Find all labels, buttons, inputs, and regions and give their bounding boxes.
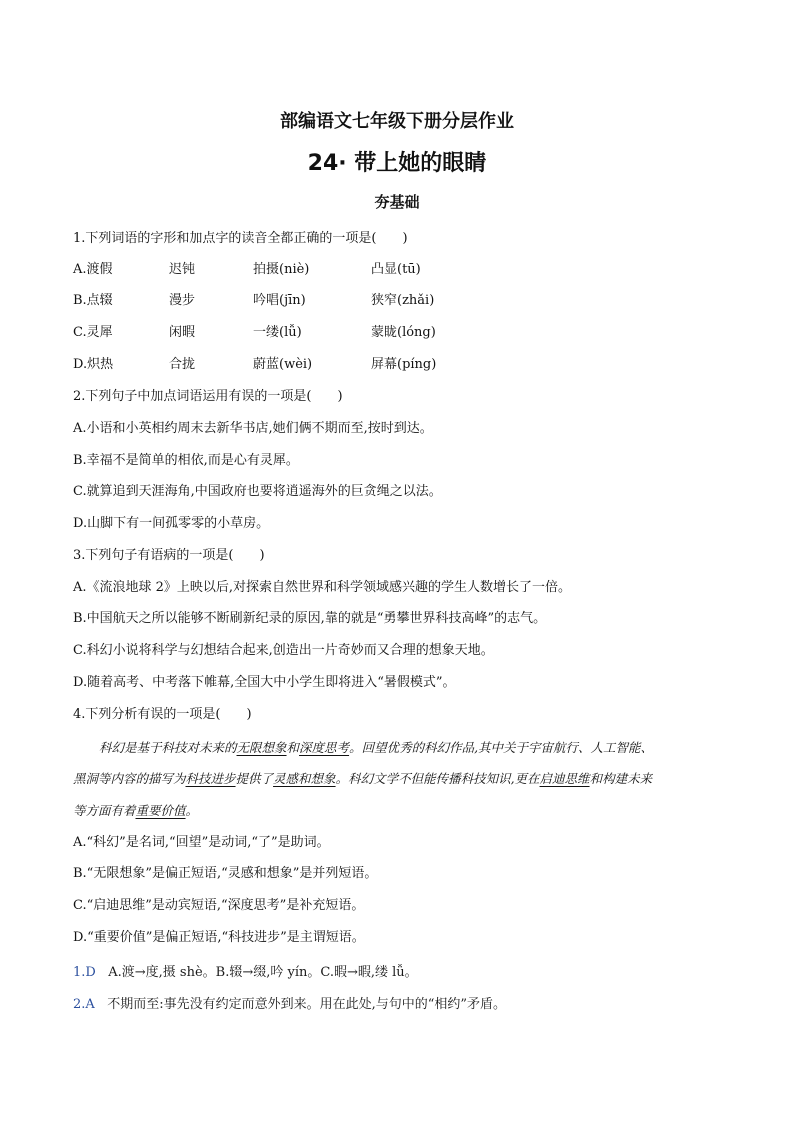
underlined-phrase: 启迪思维 bbox=[539, 771, 590, 786]
q4-option-d: D.“重要价值”是偏正短语,“科技进步”是主谓短语。 bbox=[73, 930, 365, 945]
q1-stem: 1.下列词语的字形和加点字的读音全都正确的一项是( ) bbox=[73, 231, 408, 246]
series-title: 部编语文七年级下册分层作业 bbox=[280, 111, 514, 132]
underlined-phrase: 重要价值 bbox=[135, 803, 186, 818]
passage-line-1 bbox=[99, 738, 653, 756]
q2-option-a: A.小语和小英相约周末去新华书店,她们俩不期而至,按时到达。 bbox=[73, 421, 433, 436]
q4-option-a: A.“科幻”是名词,“回望”是动词,“了”是助词。 bbox=[73, 835, 330, 850]
passage-text: 黑洞等内容的描写为 bbox=[73, 771, 186, 786]
q4-option-b: B.“无限想象”是偏正短语,“灵感和想象”是并列短语。 bbox=[73, 866, 378, 881]
q3-option-d: D.随着高考、中考落下帷幕,全国大中小学生即将进入“暑假模式”。 bbox=[73, 675, 456, 690]
q3-option-c: C.科幻小说将科学与幻想结合起来,创造出一片奇妙而又合理的想象天地。 bbox=[73, 643, 494, 658]
q1-d-word1: D.炽热 bbox=[73, 357, 114, 372]
passage-text: 科幻是基于科技对未来的 bbox=[99, 740, 237, 755]
q4-stem: 4.下列分析有误的一项是( ) bbox=[73, 707, 252, 722]
passage-text: 。回望优秀的科幻作品,其中关于宇宙航行、人工智能、 bbox=[349, 740, 654, 755]
q1-c-word3: 一缕(lǚ) bbox=[253, 325, 302, 340]
passage-text: 。 bbox=[185, 803, 199, 818]
passage-text: 提供了 bbox=[235, 771, 274, 786]
q1-c-word4: 蒙眬(lóng) bbox=[371, 325, 436, 340]
answer-1 bbox=[73, 961, 418, 980]
q1-b-word1: B.点辍 bbox=[73, 293, 113, 308]
passage-text: 和 bbox=[286, 740, 300, 755]
underlined-phrase: 科技进步 bbox=[185, 771, 236, 786]
q1-b-word2: 漫步 bbox=[169, 293, 196, 308]
q1-b-word4: 狭窄(zhǎi) bbox=[371, 293, 435, 308]
answer-text: A.渡→度,摄 shè。B.辍→缀,吟 yín。C.暇→暇,缕 lǚ。 bbox=[108, 965, 418, 980]
passage-text: 。科幻文学不但能传播科技知识,更在 bbox=[335, 771, 540, 786]
lesson-title: 24· 带上她的眼睛 bbox=[307, 151, 487, 176]
passage-text: 和构建未来 bbox=[589, 771, 653, 786]
q2-option-b: B.幸福不是简单的相依,而是心有灵犀。 bbox=[73, 453, 299, 468]
q2-option-c: C.就算追到天涯海角,中国政府也要将逍遥海外的巨贪绳之以法。 bbox=[73, 484, 442, 499]
q1-c-word2: 闲暇 bbox=[169, 325, 196, 340]
section-title: 夯基础 bbox=[374, 193, 420, 211]
q3-option-a: A.《流浪地球 2》上映以后,对探索自然世界和科学领域感兴趣的学生人数增长了一倍。 bbox=[73, 580, 572, 595]
passage-text: 等方面有着 bbox=[73, 803, 136, 818]
q1-d-word2: 合拢 bbox=[169, 357, 196, 372]
q1-a-word3: 拍摄(niè) bbox=[253, 262, 310, 277]
q1-option-d bbox=[73, 357, 573, 373]
answer-number: 2.A bbox=[73, 997, 95, 1012]
underlined-phrase: 灵感和想象 bbox=[273, 771, 336, 786]
q1-b-word3: 吟唱(jīn) bbox=[253, 293, 306, 308]
q2-stem: 2.下列句子中加点词语运用有误的一项是( ) bbox=[73, 389, 343, 404]
q3-stem: 3.下列句子有语病的一项是( ) bbox=[73, 548, 265, 563]
q1-d-word3: 蔚蓝(wèi) bbox=[253, 357, 313, 372]
answer-text: 不期而至:事先没有约定而意外到来。用在此处,与句中的“相约”矛盾。 bbox=[107, 997, 507, 1012]
passage-line-2 bbox=[73, 769, 652, 787]
q1-d-word4: 屏幕(píng) bbox=[371, 357, 437, 372]
q1-a-word1: A.渡假 bbox=[73, 262, 113, 277]
q4-option-c: C.“启迪思维”是动宾短语,“深度思考”是补充短语。 bbox=[73, 898, 365, 913]
answer-2 bbox=[73, 993, 506, 1012]
q1-option-c bbox=[73, 325, 573, 341]
q2-option-d: D.山脚下有一间孤零零的小草房。 bbox=[73, 516, 270, 531]
q1-a-word4: 凸显(tū) bbox=[371, 262, 421, 277]
q1-option-a bbox=[73, 262, 573, 278]
answer-number: 1.D bbox=[73, 965, 96, 980]
underlined-phrase: 深度思考 bbox=[299, 740, 350, 755]
q3-option-b: B.中国航天之所以能够不断刷新纪录的原因,靠的就是“勇攀世界科技高峰”的志气。 bbox=[73, 611, 547, 626]
passage-line-3 bbox=[73, 801, 198, 819]
q1-a-word2: 迟钝 bbox=[169, 262, 196, 277]
q4-passage bbox=[73, 738, 733, 818]
q1-c-word1: C.灵犀 bbox=[73, 325, 113, 340]
q1-option-b bbox=[73, 293, 573, 309]
underlined-phrase: 无限想象 bbox=[236, 740, 287, 755]
